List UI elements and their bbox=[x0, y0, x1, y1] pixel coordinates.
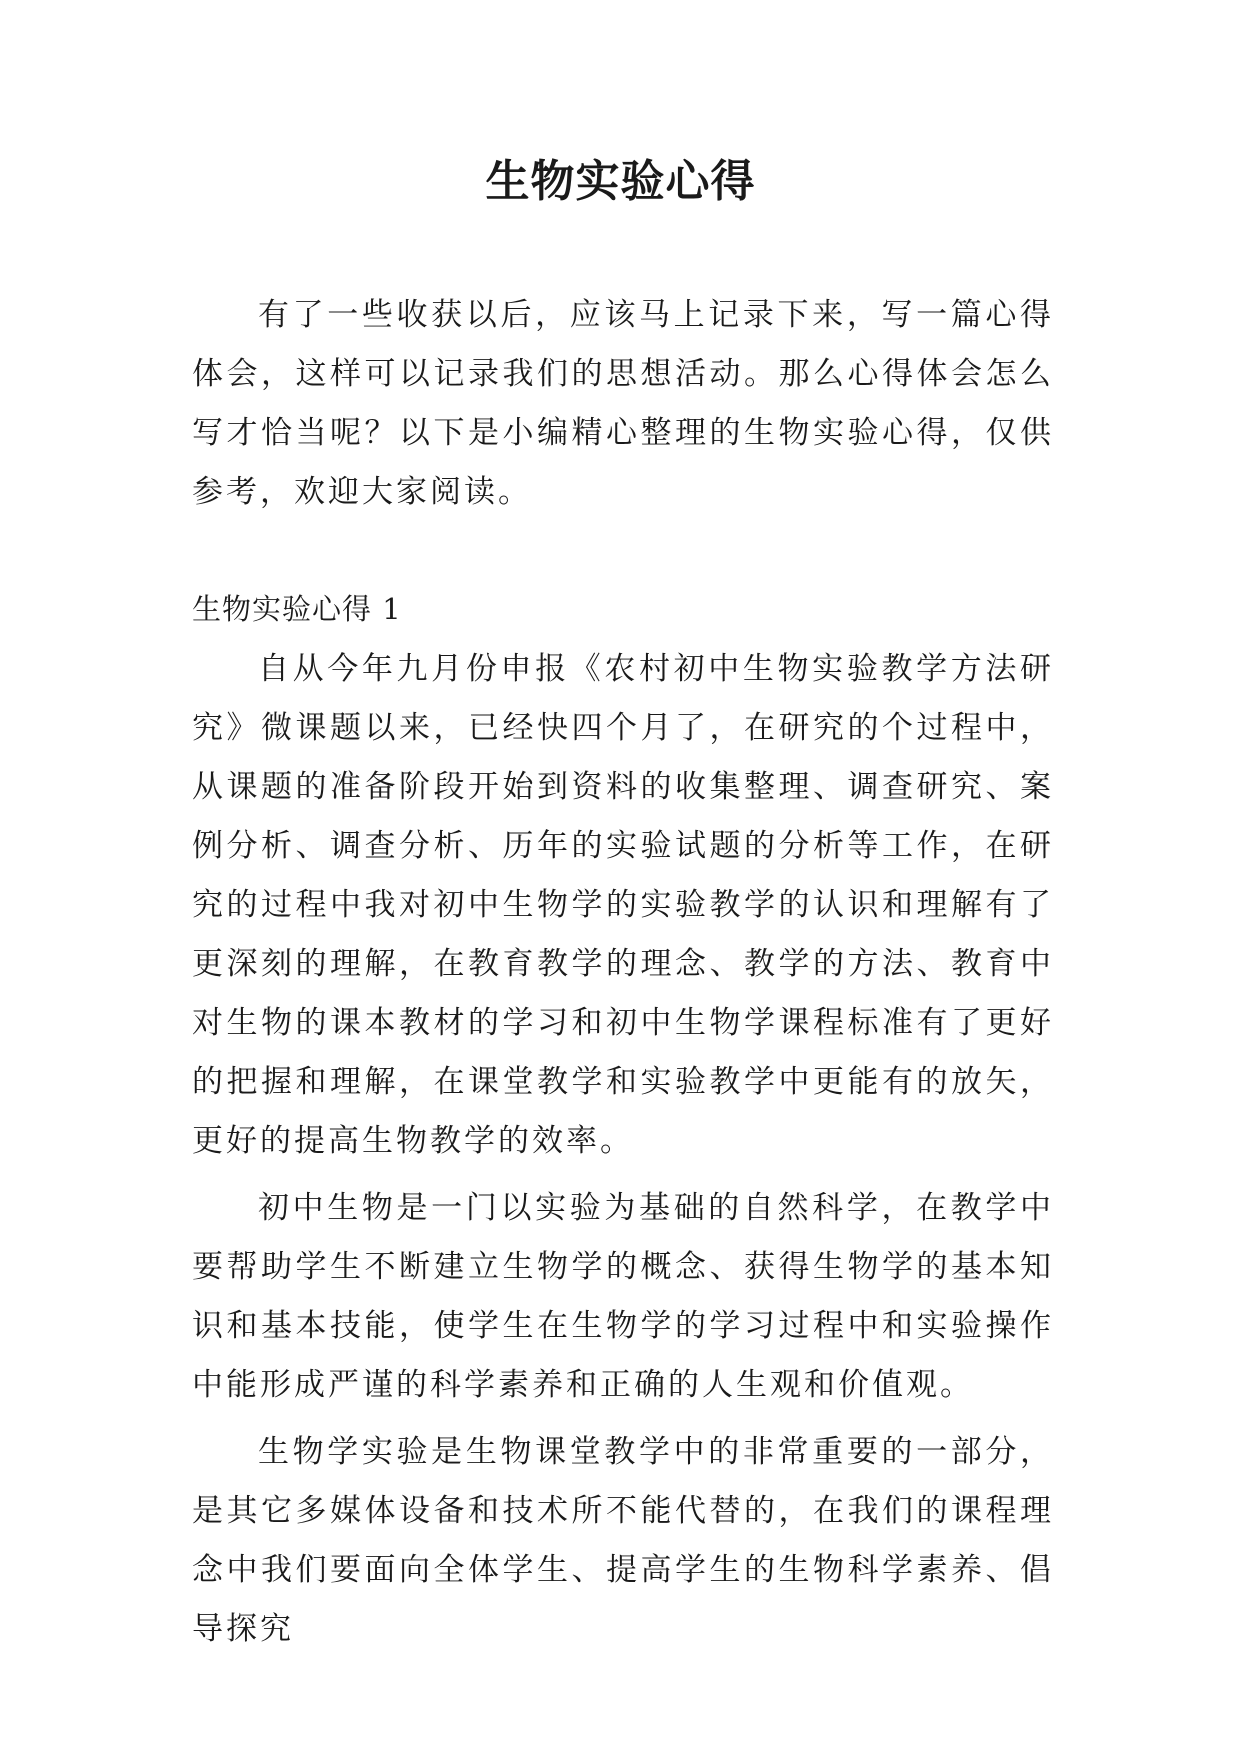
section-1 bbox=[192, 584, 1054, 1667]
intro-block bbox=[192, 286, 1054, 530]
section-heading: 生物实验心得 1 bbox=[192, 592, 402, 626]
section-paragraph-1: 自从今年九月份申报《农村初中生物实验教学方法研究》微课题以来，已经快四个月了，在研究的个过程中，从课题的准备阶段开始到资料的收集整理、调查研究、案例分析、调查分析、历年的实验试题的分析等工作，在研究的过程中我对初中生物学的实验教学的认识和理解有了更深刻的理解，在教育教学的理念、教学的方法、教育中对生物的课本教材的学习和初中生物学课程标准有了更好的把握和理解，在课堂教学和实验教学中更能有的放矢，更好的提高生物教学的效率。 bbox=[192, 651, 1054, 1159]
section-paragraph-2: 初中生物是一门以实验为基础的自然科学，在教学中要帮助学生不断建立生物学的概念、获得生物学的基本知识和基本技能，使学生在生物学的学习过程中和实验操作中能形成严谨的科学素养和正确的人生观和价值观。 bbox=[192, 1190, 1054, 1403]
document-title: 生物实验心得 bbox=[485, 156, 756, 207]
section-paragraph-3: 生物学实验是生物课堂教学中的非常重要的一部分，是其它多媒体设备和技术所不能代替的，在我们的课程理念中我们要面向全体学生、提高学生的生物科学素养、倡导探究 bbox=[192, 1434, 1054, 1647]
intro-paragraph: 有了一些收获以后，应该马上记录下来，写一篇心得体会，这样可以记录我们的思想活动。那么心得体会怎么写才恰当呢？以下是小编精心整理的生物实验心得，仅供参考，欢迎大家阅读。 bbox=[192, 297, 1054, 510]
